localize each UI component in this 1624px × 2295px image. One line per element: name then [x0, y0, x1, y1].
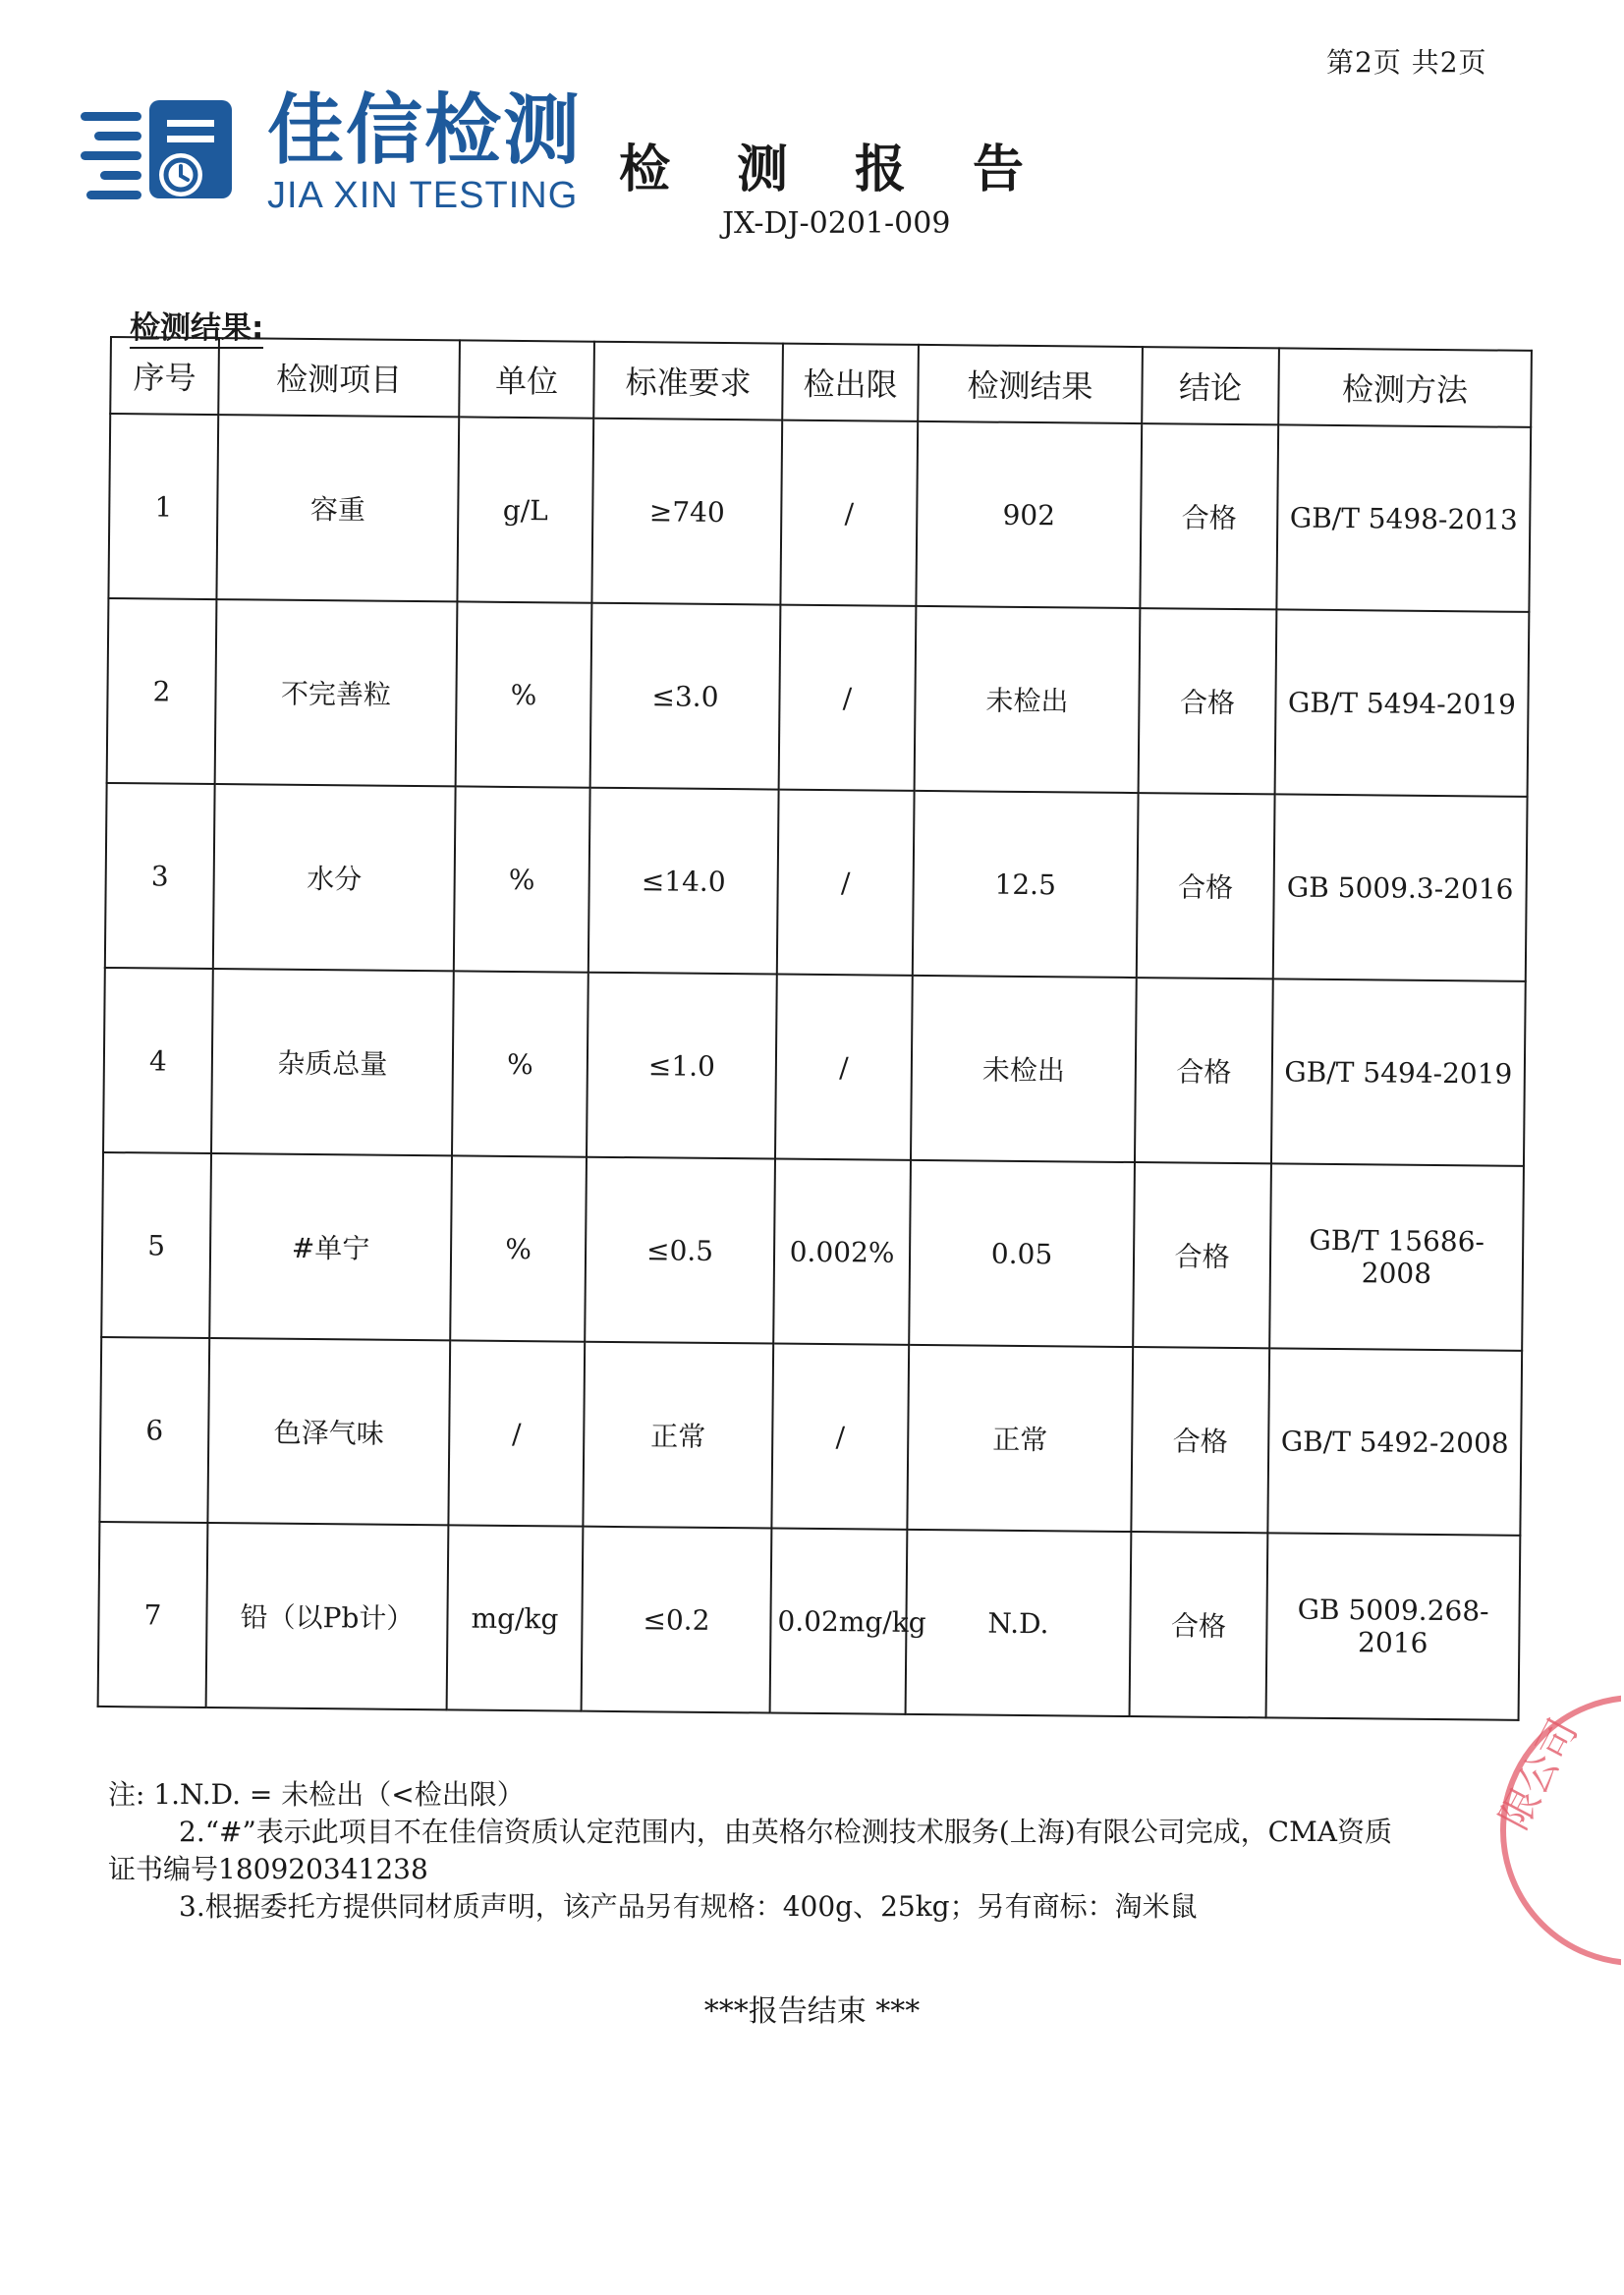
- lab-logo-icon: [81, 90, 238, 210]
- table-cell: ≥740: [591, 419, 782, 605]
- table-row: [103, 968, 1526, 1166]
- header-cell: 序号: [110, 337, 219, 415]
- report-number: JX-DJ-0201-009: [722, 206, 951, 241]
- table-cell: 6: [99, 1337, 209, 1523]
- table-cell: 正常: [907, 1345, 1133, 1532]
- table-cell: /: [448, 1340, 585, 1526]
- note-3: 3.根据委托方提供同材质声明，该产品另有规格：400g、25kg；另有商标：淘米鼠: [179, 1890, 1198, 1923]
- header-cell: 结论: [1142, 347, 1279, 424]
- company-seal-stamp: [1425, 1685, 1621, 1970]
- table-cell: 902: [916, 421, 1142, 608]
- table-cell: /: [780, 420, 918, 606]
- table-cell: 2: [107, 598, 217, 784]
- header-cell: 检测结果: [918, 345, 1143, 423]
- table-row: [98, 1522, 1521, 1720]
- table-row: [107, 598, 1530, 797]
- table-cell: GB/T 15686-2008: [1269, 1163, 1524, 1350]
- report-end-text: ***报告结束 ***: [703, 1994, 921, 2029]
- table-cell: /: [775, 975, 913, 1160]
- table-cell: 未检出: [915, 606, 1141, 793]
- table-row: [101, 1152, 1524, 1351]
- table-cell: 铅（以Pb计）: [206, 1523, 449, 1709]
- table-cell: N.D.: [906, 1530, 1132, 1716]
- table-cell: ≤3.0: [590, 603, 781, 790]
- table-cell: 0.05: [909, 1160, 1135, 1347]
- table-cell: #单宁: [209, 1153, 452, 1340]
- table-row: [99, 1337, 1522, 1536]
- logo-english-name: JIA XIN TESTING: [267, 175, 579, 216]
- table-row: [108, 414, 1531, 612]
- table-cell: 合格: [1131, 1347, 1269, 1533]
- table-cell: ≤0.5: [585, 1157, 775, 1344]
- table-cell: %: [456, 601, 592, 787]
- table-row: [105, 783, 1528, 981]
- logo-chinese-name: 佳信检测: [267, 86, 583, 175]
- table-cell: 杂质总量: [211, 969, 454, 1155]
- table-cell: %: [452, 971, 588, 1156]
- table-cell: g/L: [457, 417, 593, 602]
- table-cell: GB 5009.268-2016: [1266, 1533, 1521, 1719]
- company-logo: [81, 86, 591, 218]
- table-cell: 容重: [216, 415, 459, 601]
- table-cell: GB/T 5492-2008: [1267, 1348, 1522, 1535]
- table-cell: 7: [98, 1522, 208, 1707]
- table-header-row: [110, 337, 1532, 427]
- table-cell: /: [771, 1344, 909, 1530]
- table-cell: ≤0.2: [582, 1527, 772, 1713]
- table-cell: 正常: [583, 1342, 773, 1529]
- page-indicator: 第2页 共2页: [1326, 46, 1487, 79]
- table-cell: GB/T 5494-2019: [1271, 979, 1526, 1165]
- header-cell: 检测方法: [1278, 348, 1532, 426]
- notes: [108, 1776, 1533, 1926]
- table-cell: 12.5: [913, 791, 1139, 978]
- table-cell: 5: [101, 1152, 211, 1338]
- table-cell: mg/kg: [447, 1525, 584, 1710]
- results-table: [97, 336, 1533, 1721]
- table-cell: 水分: [213, 784, 456, 971]
- table-cell: GB/T 5498-2013: [1276, 424, 1531, 611]
- note-2-continued: 证书编号180920341238: [108, 1853, 428, 1885]
- table-cell: 4: [103, 968, 213, 1153]
- table-cell: 1: [108, 414, 218, 599]
- table-cell: ≤14.0: [588, 788, 779, 975]
- table-cell: 0.02mg/kg: [770, 1529, 908, 1714]
- table-cell: 未检出: [911, 976, 1137, 1162]
- table-cell: GB/T 5494-2019: [1275, 609, 1530, 796]
- header-cell: 标准要求: [593, 342, 783, 420]
- section-label: 检测结果:: [130, 303, 263, 347]
- table-cell: 合格: [1135, 978, 1273, 1163]
- note-2: 2.“#”表示此项目不在佳信资质认定范围内，由英格尔检测技术服务(上海)有限公司完成，CMA资质: [179, 1816, 1392, 1848]
- table-cell: 不完善粒: [215, 599, 458, 786]
- table-cell: 0.002%: [773, 1159, 911, 1345]
- table-cell: GB 5009.3-2016: [1273, 794, 1528, 980]
- table-cell: 色泽气味: [207, 1338, 450, 1525]
- table-cell: 合格: [1130, 1532, 1268, 1717]
- table-cell: 合格: [1139, 608, 1277, 794]
- table-cell: 合格: [1133, 1162, 1271, 1348]
- header-cell: 检测项目: [218, 338, 460, 417]
- header-cell: 单位: [459, 340, 594, 418]
- table-cell: ≤1.0: [587, 973, 777, 1159]
- header-cell: 检出限: [782, 344, 919, 421]
- table-cell: 合格: [1137, 793, 1275, 979]
- table-cell: 合格: [1140, 423, 1278, 609]
- seal-text: 限公司: [1491, 1711, 1588, 1837]
- table-cell: %: [454, 786, 590, 972]
- table-cell: %: [450, 1155, 587, 1341]
- table-cell: /: [779, 605, 917, 791]
- note-1: 注: 1.N.D. = 未检出（<检出限）: [108, 1778, 525, 1811]
- report-title: 检测报告: [619, 140, 1092, 199]
- table-cell: /: [777, 790, 915, 976]
- table-cell: 3: [105, 783, 215, 969]
